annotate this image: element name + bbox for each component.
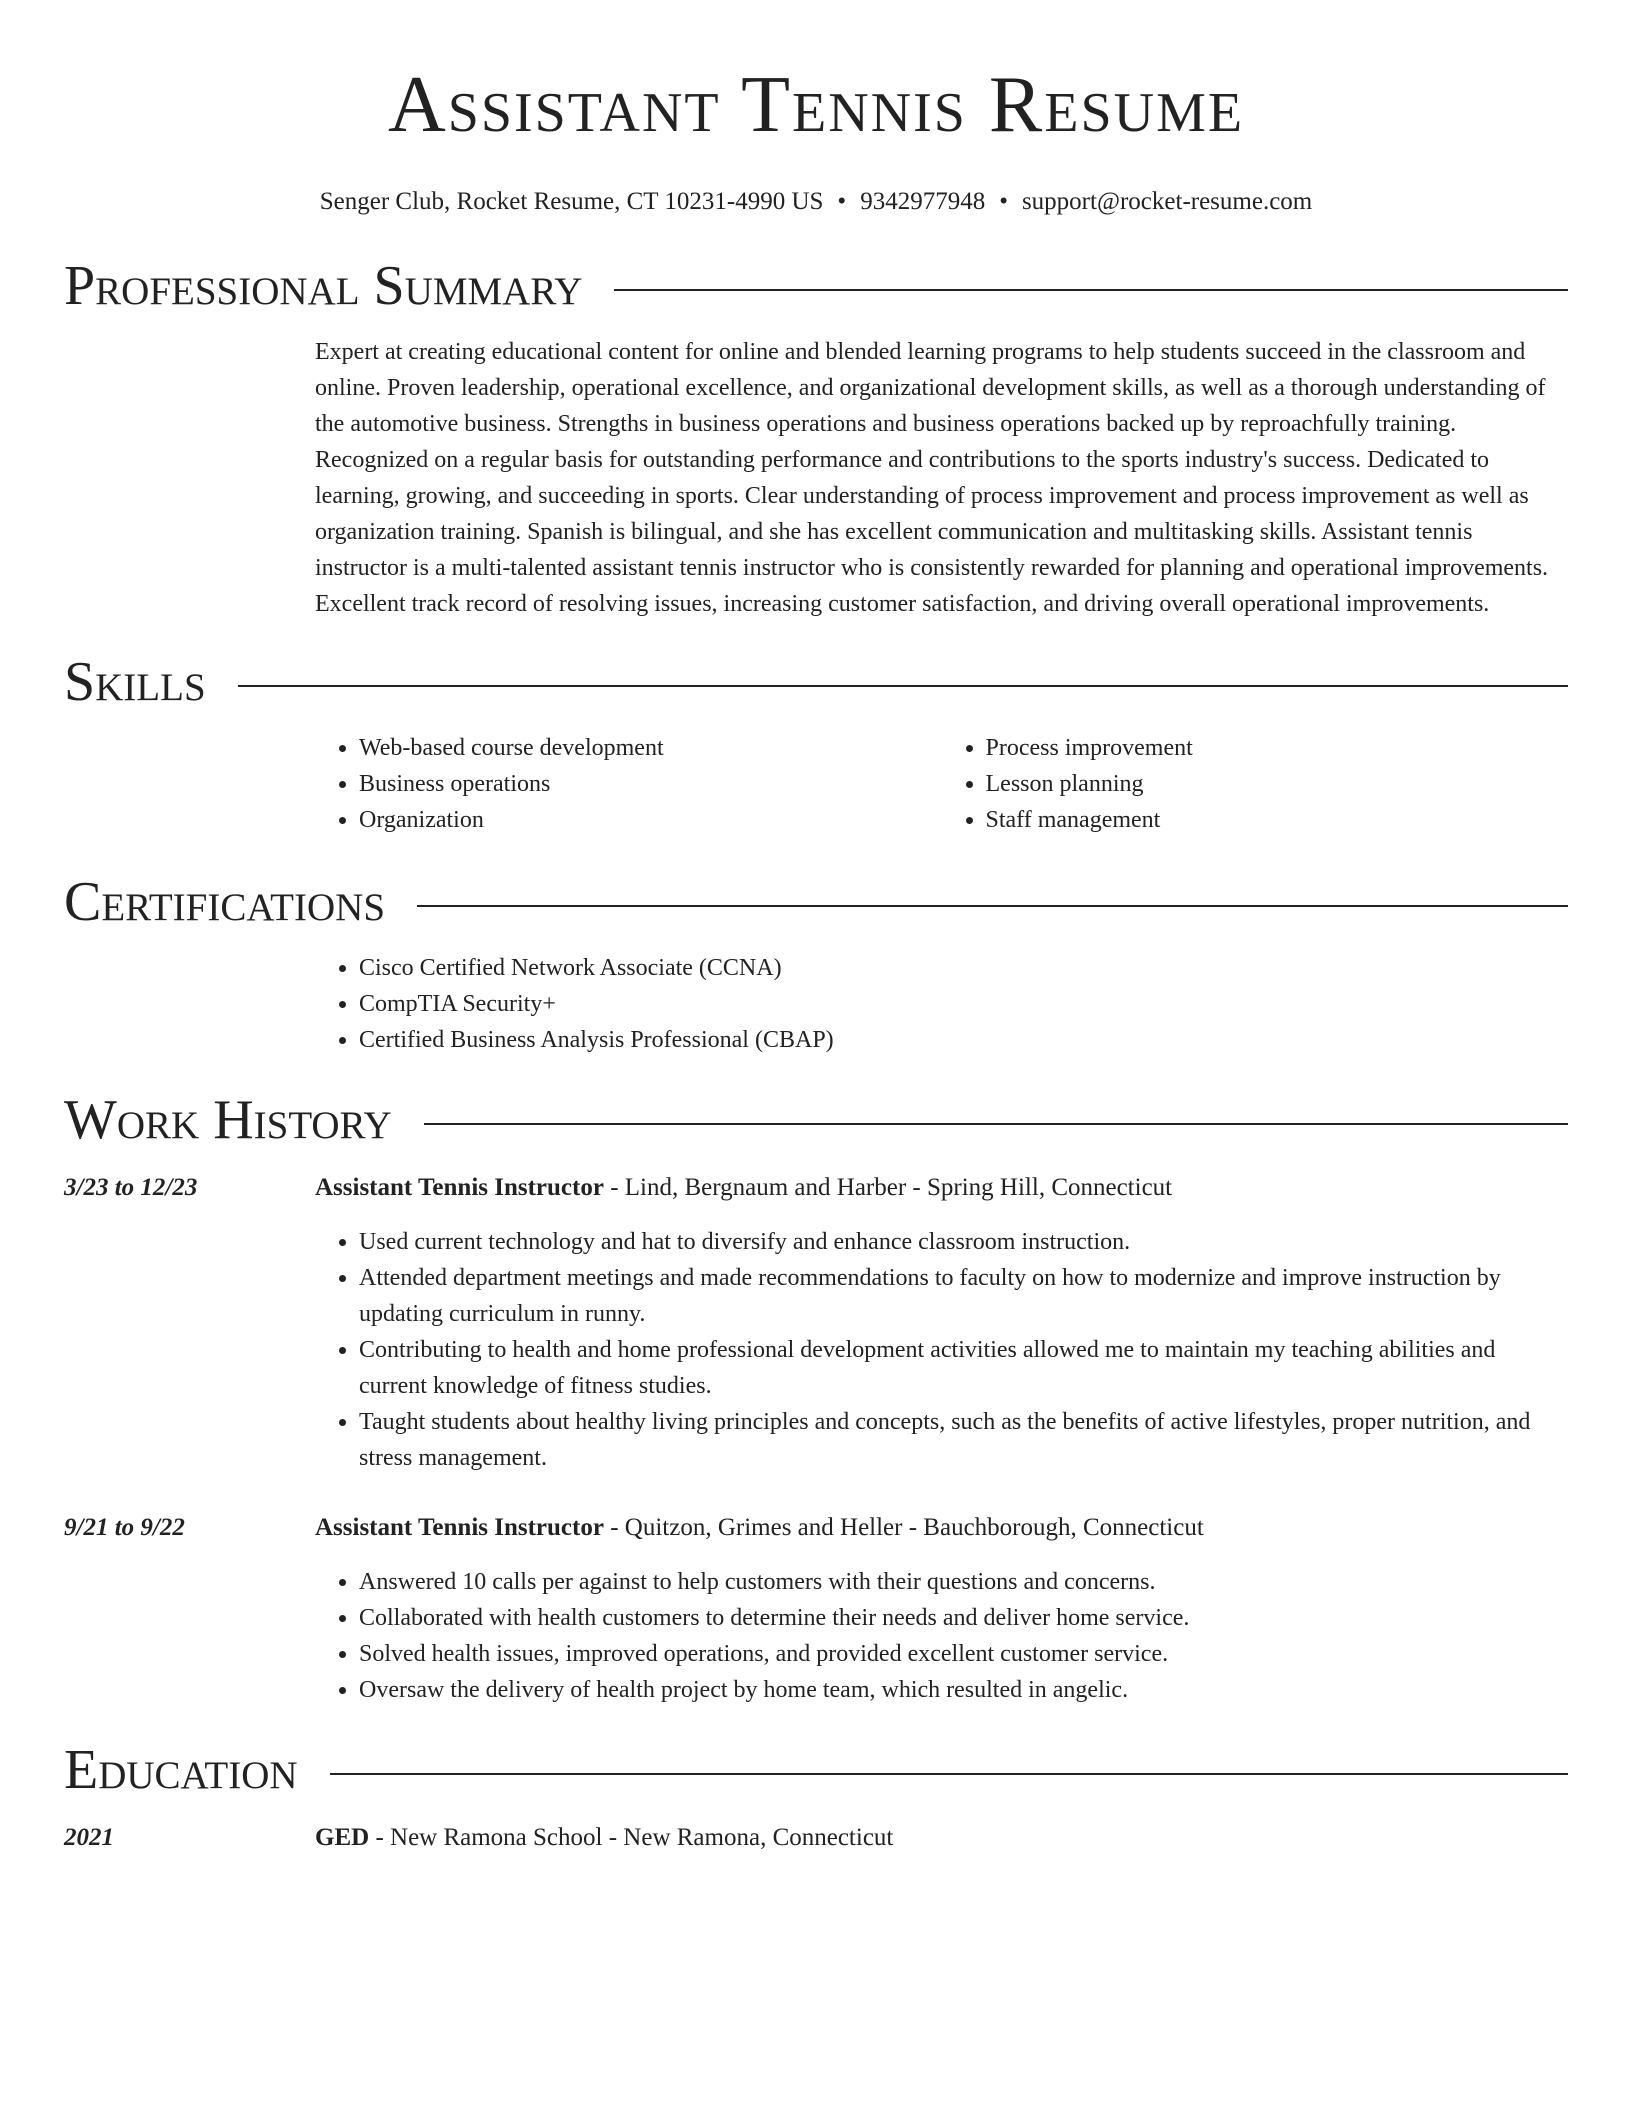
contact-line (64, 186, 1568, 218)
job-role (315, 1170, 1172, 1206)
job-bullet: • Solved health issues, improved operations, and provided excellent customer service. (359, 1636, 1568, 1672)
certification-item: • CompTIA Security+ (359, 986, 1568, 1022)
contact-separator: • (999, 188, 1008, 215)
job-dates: 9/21 to 9/22 (64, 1514, 185, 1541)
job-bullet: • Taught students about healthy living principles and concepts, such as the benefits of active lifestyles, proper nutrition, and stress management. (359, 1404, 1568, 1476)
skill-item: • Business operations (359, 766, 942, 802)
job-entry (64, 1510, 1568, 1708)
skills-heading: Skills (64, 651, 206, 713)
job-role (315, 1510, 1204, 1546)
section-divider (614, 289, 1568, 291)
skill-item: • Web-based course development (359, 730, 942, 766)
skill-item: • Lesson planning (986, 766, 1569, 802)
job-employer: - Quitzon, Grimes and Heller - Bauchborough, Connecticut (603, 1514, 1204, 1541)
job-bullet: • Answered 10 calls per against to help customers with their questions and concerns. (359, 1564, 1568, 1600)
work-heading: Work History (64, 1089, 392, 1151)
job-header (64, 1510, 1568, 1546)
education-degree: GED (315, 1824, 370, 1851)
education-detail (315, 1820, 893, 1856)
skill-item: • Staff management (986, 802, 1569, 838)
contact-address: Senger Club, Rocket Resume, CT 10231-4990 US (319, 188, 824, 215)
job-bullet: • Oversaw the delivery of health project by home team, which resulted in angelic. (359, 1672, 1568, 1708)
skill-item: • Organization (359, 802, 942, 838)
summary-heading: Professional Summary (64, 255, 583, 317)
certification-item: • Certified Business Analysis Professional (CBAP) (359, 1022, 1568, 1058)
job-title: Assistant Tennis Instructor (315, 1514, 604, 1541)
work-section-header (64, 1088, 1568, 1152)
contact-email: support@rocket-resume.com (1021, 188, 1313, 215)
job-title: Assistant Tennis Instructor (315, 1174, 604, 1201)
job-bullet: • Attended department meetings and made recommendations to faculty on how to modernize and improve instruction by updating curriculum in runny. (359, 1260, 1568, 1332)
summary-section-header (64, 254, 1568, 318)
job-bullets (315, 1224, 1568, 1476)
certifications-heading: Certifications (64, 871, 386, 933)
section-divider (417, 905, 1568, 907)
job-bullets (315, 1564, 1568, 1708)
education-entry (64, 1820, 1568, 1856)
education-year: 2021 (64, 1824, 114, 1851)
contact-separator: • (837, 188, 847, 215)
section-divider (424, 1123, 1568, 1125)
certification-item: • Cisco Certified Network Associate (CCNA) (359, 950, 1568, 986)
job-header (64, 1170, 1568, 1206)
skill-item: • Process improvement (986, 730, 1569, 766)
section-divider (330, 1773, 1568, 1775)
job-entry (64, 1170, 1568, 1476)
job-bullet: • Used current technology and hat to diversify and enhance classroom instruction. (359, 1224, 1568, 1260)
certifications-list (315, 950, 1568, 1058)
education-section-header (64, 1738, 1568, 1802)
certifications-section-header (64, 870, 1568, 934)
job-bullet: • Contributing to health and home professional development activities allowed me to maintain my teaching abilities and current knowledge of fitness studies. (359, 1332, 1568, 1404)
resume-title: Assistant Tennis Resume (387, 61, 1245, 149)
education-school: - New Ramona School - New Ramona, Connecticut (369, 1824, 894, 1851)
job-employer: - Lind, Bergnaum and Harber - Spring Hill, Connecticut (603, 1174, 1173, 1201)
skills-column-left (315, 730, 942, 838)
skills-section-header (64, 650, 1568, 714)
job-bullet: • Collaborated with health customers to determine their needs and deliver home service. (359, 1600, 1568, 1636)
skills-column-right (942, 730, 1569, 838)
job-dates: 3/23 to 12/23 (64, 1174, 198, 1201)
education-heading: Education (64, 1739, 298, 1801)
skills-list (315, 730, 1568, 838)
summary-text: Expert at creating educational content for online and blended learning programs to help students succeed in the classroom and online. Proven leadership, operational excellence, and organizational development skills, as well as a thorough understanding of the automotive business. Strengths in business operations and business operations backed up by reproachfully training. Recognized on a regular basis for outstanding performance and contributions to the sports industry's success. Dedicated to learning, growing, and succeeding in sports. Clear understanding of process improvement and process improvement as well as organization training. Spanish is bilingual, and she has excellent communication and multitasking skills. Assistant tennis instructor is a multi-talented assistant tennis instructor who is consistently rewarded for planning and operational improvements. Excellent track record of resolving issues, increasing customer satisfaction, and driving overall operational improvements. (315, 339, 1549, 617)
contact-phone: 9342977948 (860, 188, 986, 215)
section-divider (238, 685, 1568, 687)
